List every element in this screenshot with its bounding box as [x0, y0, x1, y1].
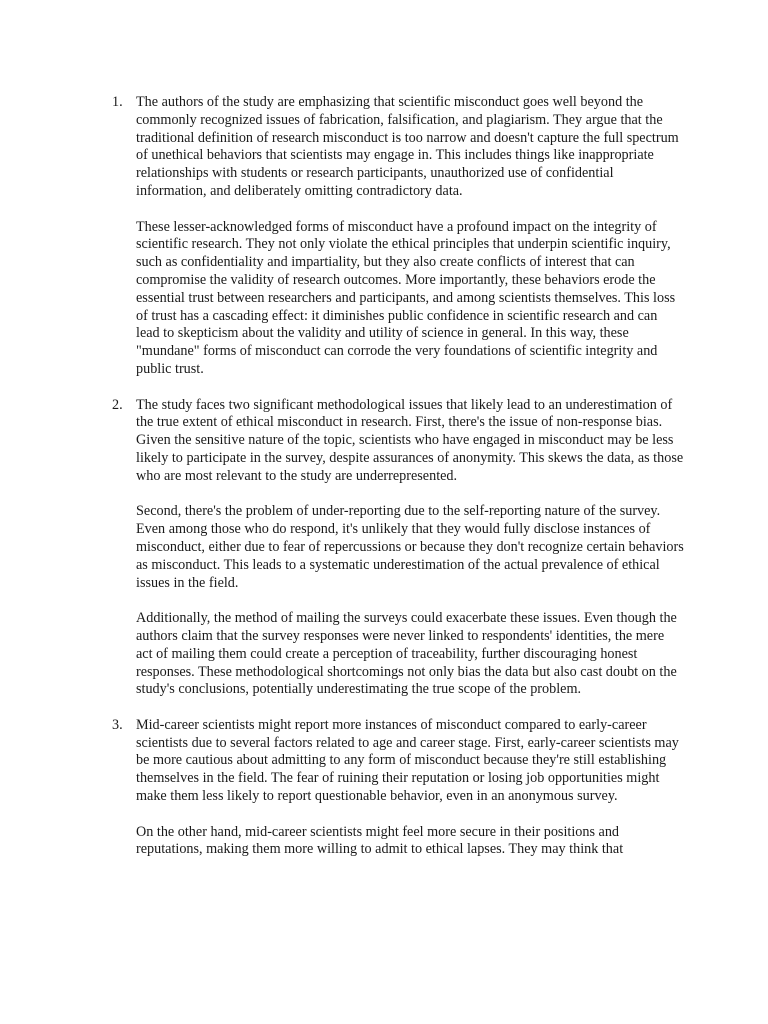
paragraph: Second, there's the problem of under-reporting due to the self-reporting nature of the survey. Even among those who do respond, it's unlikely that they would fully disclose instances of misconduct, either due to fear of repercussions or because they don't recognize certain behaviors as misconduct. This leads to a systematic underestimation of the actual prevalence of ethical issues in the field. [136, 503, 684, 591]
numbered-list [112, 94, 684, 877]
paragraph: On the other hand, mid-career scientists might feel more secure in their positions and reputations, making them more willing to admit to ethical lapses. They may think that [136, 823, 624, 858]
paragraph: Additionally, the method of mailing the surveys could exacerbate these issues. Even though the authors claim that the survey responses were never linked to respondents' identities, the mere act of mailing them could create a perception of traceability, further discouraging honest responses. These methodological shortcomings not only bias the data but also cast doubt on the study's conclusions, potentially underestimating the true scope of the problem. [136, 610, 677, 698]
list-item [112, 396, 684, 700]
paragraph: Mid-career scientists might report more instances of misconduct compared to early-career scientists due to several factors related to age and career stage. First, early-career scientists may be more cautious about admitting to any form of misconduct because they're still establishing themselves in the field. The fear of ruining their reputation or losing job opportunities might make them less likely to report questionable behavior, even in an anonymous survey. [136, 716, 679, 805]
list-item [112, 716, 684, 859]
paragraph: The study faces two significant methodological issues that likely lead to an underestimation of the true extent of ethical misconduct in research. First, there's the issue of non-response bias. Given the sensitive nature of the topic, scientists who have engaged in misconduct may be less likely to participate in the survey, despite assurances of anonymity. This skews the data, as those who are most relevant to the study are underrepresented. [136, 396, 684, 484]
list-item-number: 1. [112, 94, 123, 110]
paragraph: The authors of the study are emphasizing that scientific misconduct goes well beyond the commonly recognized issues of fabrication, falsification, and plagiarism. They argue that the traditional definition of research misconduct is too narrow and doesn't capture the full spectrum of unethical behaviors that scientists may engage in. This includes things like inappropriate relationships with students or research participants, unauthorized use of confidential information, and deliberately omitting contradictory data. [136, 94, 679, 199]
list-item [112, 94, 684, 379]
list-item-number: 3. [112, 716, 123, 733]
list-item-number: 2. [112, 396, 123, 413]
paragraph: These lesser-acknowledged forms of misconduct have a profound impact on the integrity of scientific research. They not only violate the ethical principles that underpin scientific inquiry, such as confidentiality and impartiality, but they also create conflicts of interest that can compromise the validity of research outcomes. More importantly, these behaviors erode the essential trust between researchers and participants, and among scientists themselves. This loss of trust has a cascading effect: it diminishes public confidence in scientific research and can lead to skepticism about the validity and utility of science in general. In this way, these "mundane" forms of misconduct can corrode the very foundations of scientific integrity and public trust. [136, 218, 676, 377]
